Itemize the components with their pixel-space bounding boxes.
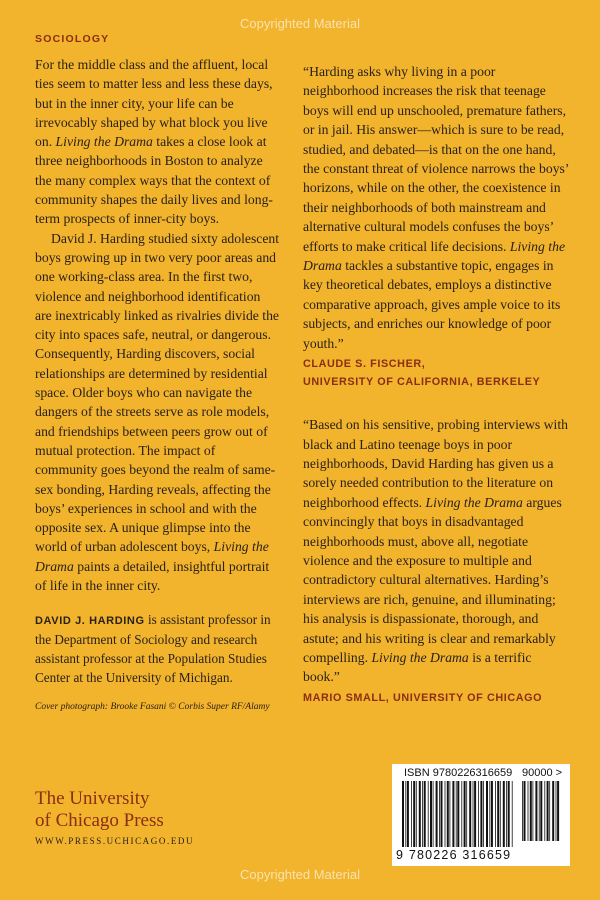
q2-before: “Based on his sensitive, probing interviews with black and Latino teenage boys in poor neighborhoods, David Harding has given us a sorely needed contribution to the literature on neighborhood effects. <box>303 417 568 510</box>
q1-title: Living the Drama <box>303 238 566 274</box>
barcode-bars-icon <box>402 781 514 847</box>
publisher-line-1: The University <box>35 788 150 809</box>
isbn-text: ISBN 9780226316659 <box>404 767 513 779</box>
cover-credit: Cover photograph: Brooke Fasani © Corbis Super RF/Alamy <box>35 701 270 712</box>
q1-after: tackles a substantive topic, engages in key theoretical debates, employs a distinctive comparative approach, gives ample voice to its subjects, and enriches our knowledge of poor youth.” <box>303 258 561 351</box>
publisher-line-2: of Chicago Press <box>35 810 164 831</box>
p1-title: Living the Drama <box>55 134 153 150</box>
description-paragraph-1 <box>35 55 280 229</box>
watermark-top: Copyrighted Material <box>240 16 360 31</box>
author-name: DAVID J. HARDING <box>35 615 145 628</box>
ean-digits: 9 780226 316659 <box>396 848 512 862</box>
right-column <box>303 62 569 707</box>
blurb-fischer-attribution <box>303 355 569 391</box>
p1-before: For the middle class and the affluent, local ties seem to matter less and less these days, but in the inner city, your life can be irrevocably shaped by what block you live on. <box>35 57 273 150</box>
attrib-fischer-affiliation: UNIVERSITY OF CALIFORNIA, BERKELEY <box>303 376 541 389</box>
price-code: 90000 > <box>522 767 563 779</box>
left-column <box>35 33 280 712</box>
p1-after: takes a close look at three neighborhoods in Boston to analyze the many complex ways that the context of community shapes the daily lives and long-term prospects of inner-city boys. <box>35 134 273 227</box>
p2-title: Living the Drama <box>35 539 269 574</box>
p2-before: David J. Harding studied sixty adolescent boys growing up in two very poor areas and one working-class area. In the first two, violence and neighborhood identification are inextricably linked as rivalries divide the city into spaces safe, neutral, or dangerous. Consequently, Harding discovers, social relationships are determined by residential space. Older boys who can navigate the dangers of the streets serve as role models, and friendships between peers grow out of mutual protection. The impact of community goes beyond the realm of same-sex bonding, Harding reveals, affecting the boys’ experiences in school and with the opposite sex. A unique glimpse into the world of urban adolescent boys, <box>35 230 280 555</box>
q2-after: is a terrific book.” <box>303 649 532 685</box>
publisher-logo <box>35 788 164 832</box>
isbn-barcode <box>392 764 570 866</box>
q2-middle: argues convincingly that boys in disadvantaged neighborhoods must, above all, negotiate violence and the exposure to multiple and contradictory cultural alternatives. Harding’s interviews are rich, genuine, and illuminating; his analysis is dispassionate, thorough, and astute; and his writing is clear and remarkably compelling. <box>303 494 562 665</box>
q2-title-1: Living the Drama <box>425 494 523 510</box>
author-bio-text: is assistant professor in the Department of Sociology and research assistant professor at the Population Studies Center at the University of Michigan. <box>35 612 271 685</box>
watermark-bottom: Copyrighted Material <box>240 867 360 882</box>
attrib-fischer-name: CLAUDE S. FISCHER, <box>303 358 426 371</box>
blurb-small <box>303 415 569 687</box>
q2-title-2: Living the Drama <box>371 649 469 665</box>
q1-before: “Harding asks why living in a poor neighborhood increases the risk that teenage boys will end up unschooled, premature fathers, or in jail. His answer—which is sure to be read, studied, and debated—is that on the one hand, the constant threat of violence narrows the boys’ horizons, while on the other, the coexistence in their neighborhoods of both mainstream and alternative cultural models confuses the boys’ efforts to make critical life decisions. <box>303 64 569 254</box>
blurb-small-attribution: MARIO SMALL, UNIVERSITY OF CHICAGO <box>303 691 543 704</box>
author-bio <box>35 611 280 687</box>
publisher-url: WWW.PRESS.UCHICAGO.EDU <box>35 836 195 846</box>
category-label: SOCIOLOGY <box>35 33 110 45</box>
description-paragraph-2 <box>35 229 280 596</box>
blurb-fischer <box>303 62 569 353</box>
p2-after: paints a detailed, insightful portrait of life in the inner city. <box>35 558 270 594</box>
addon-barcode-bars-icon <box>522 781 560 841</box>
